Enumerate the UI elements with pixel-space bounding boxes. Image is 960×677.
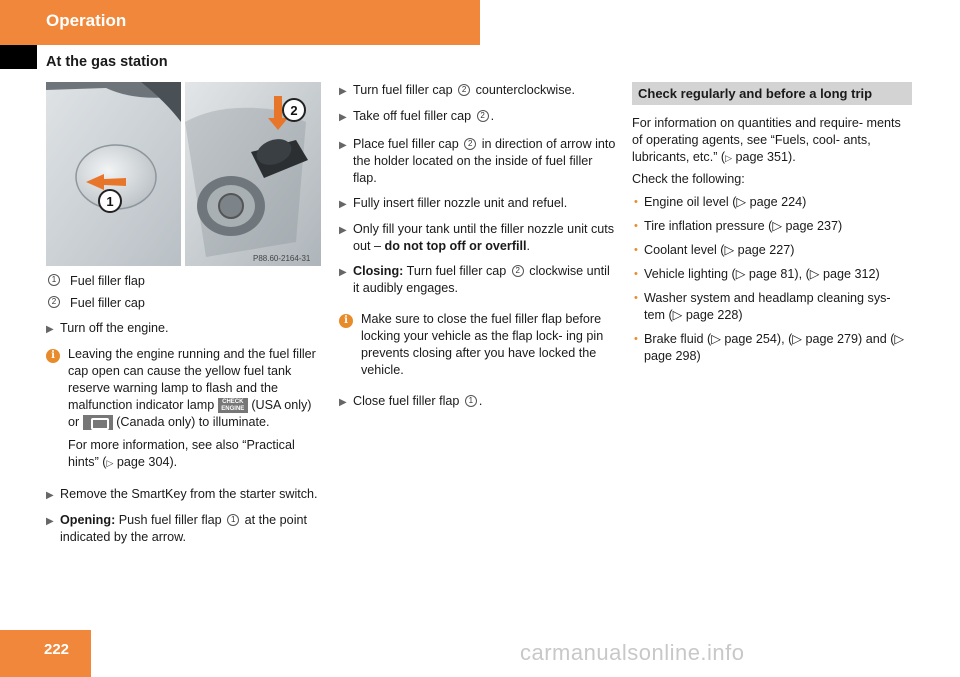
page-ref-icon: ▷ [106,458,114,468]
page-number: 222 [44,641,70,658]
instruction-step: ▶ Fully insert filler nozzle unit and refuel. [339,195,619,213]
callout-number: 1 [227,514,239,526]
list-item: • Washer system and headlamp cleaning sys- tem (▷ page 228) [634,291,891,322]
bullet-dot-icon: • [634,292,638,304]
column-2 [339,82,619,419]
triangle-right-icon: ▶ [46,490,54,501]
triangle-right-icon: ▶ [46,516,54,527]
instruction-step: ▶ Turn fuel filler cap 2 counterclockwise. [339,82,619,100]
legend-label: Fuel filler flap [70,273,145,288]
triangle-right-icon: ▶ [339,199,347,210]
triangle-right-icon: ▶ [46,324,54,335]
callout-number: 2 [48,296,60,308]
page-subtitle: At the gas station [46,54,168,70]
column-1 [46,272,326,554]
triangle-right-icon: ▶ [339,225,347,236]
legend-label: Fuel filler cap [70,295,145,310]
instruction-step: ▶ Place fuel filler cap 2 in direction of arrow into the holder located on the inside of fuel filler flap. [339,137,616,185]
check-engine-lamp-icon: CHECK ENGINE [218,398,248,413]
list-item: • Engine oil level (▷ page 224) [634,195,807,209]
instruction-step: ▶ Remove the SmartKey from the starter switch. [46,486,326,504]
triangle-right-icon: ▶ [339,397,347,408]
callout-number: 2 [464,138,476,150]
section-header: Check regularly and before a long trip [632,82,912,105]
info-note: i Leaving the engine running and the fuel filler cap open can cause the yellow fuel tank reserve warning lamp to flash and the malfunction indicator lamp CHECK ENGINE (USA only) or (Canada only) to illuminate. For more information, see also “Practical hints” (▷ page 304). [46,346,326,478]
list-item: • Tire inflation pressure (▷ page 237) [634,219,843,233]
watermark: carmanualsonline.info [520,640,745,665]
triangle-right-icon: ▶ [339,112,347,123]
figure-code: P88.60-2164-31 [253,254,311,263]
triangle-right-icon: ▶ [339,267,347,278]
header-tab [0,45,37,69]
legend-item [46,294,326,312]
info-note: i Make sure to close the fuel filler flap before locking your vehicle as the flap lock- ing pin prevents closing after you have locked the vehicle. [339,311,619,385]
figure-callout-1: 1 [106,194,114,209]
info-icon: i [46,346,68,478]
bullet-dot-icon: • [634,333,638,345]
page-ref-icon: ▷ [725,153,733,163]
triangle-right-icon: ▶ [339,86,347,97]
bullet-dot-icon: • [634,196,638,208]
list-item: • Vehicle lighting (▷ page 81), (▷ page 312) [634,267,880,281]
bullet-dot-icon: • [634,244,638,256]
instruction-step: ▶ Only fill your tank until the filler nozzle unit cuts out – do not top off or overfill. [339,222,615,253]
callout-number: 2 [512,265,524,277]
callout-number: 1 [48,274,60,286]
bullet-dot-icon: • [634,220,638,232]
legend-item [46,272,326,290]
list-item: • Coolant level (▷ page 227) [634,243,795,257]
instruction-step: ▶ Opening: Push fuel filler flap 1 at the point indicated by the arrow. [46,513,307,544]
instruction-step: ▶ Closing: Turn fuel filler cap 2 clockwise until it audibly engages. [339,264,610,295]
engine-lamp-canada-icon [83,415,113,430]
list-item: • Brake fluid (▷ page 254), (▷ page 279) and (▷ page 298) [634,332,905,363]
callout-number: 2 [458,84,470,96]
info-icon: i [339,311,361,385]
figure-callout-2: 2 [290,103,298,118]
instruction-step: ▶ Turn off the engine. [46,320,326,338]
instruction-step: ▶ Take off fuel filler cap 2 . [339,108,619,126]
callout-number: 1 [465,395,477,407]
bullet-dot-icon: • [634,268,638,280]
fuel-filler-photo [46,82,321,266]
instruction-step: ▶ Close fuel filler flap 1 . [339,393,619,411]
section-title: Operation [46,11,127,30]
column-3: Check regularly and before a long trip For information on quantities and require- ments of operating agents, see “Fuels, cool- ants, lubricants, etc.” (▷ page 351). Check the following: • Engine oil level (▷ page 224) • Tire inflation pressure (▷ page 237) • Coolant level (▷ page 227) • Vehicle lighting (▷ page 81), (▷ page 312) • Washer system and headlamp cleaning sys- tem (▷ page 228) • Brake fluid (▷ page 254), (▷ page 279) and (▷ page 298) [632,82,912,372]
callout-number: 2 [477,110,489,122]
triangle-right-icon: ▶ [339,140,347,151]
